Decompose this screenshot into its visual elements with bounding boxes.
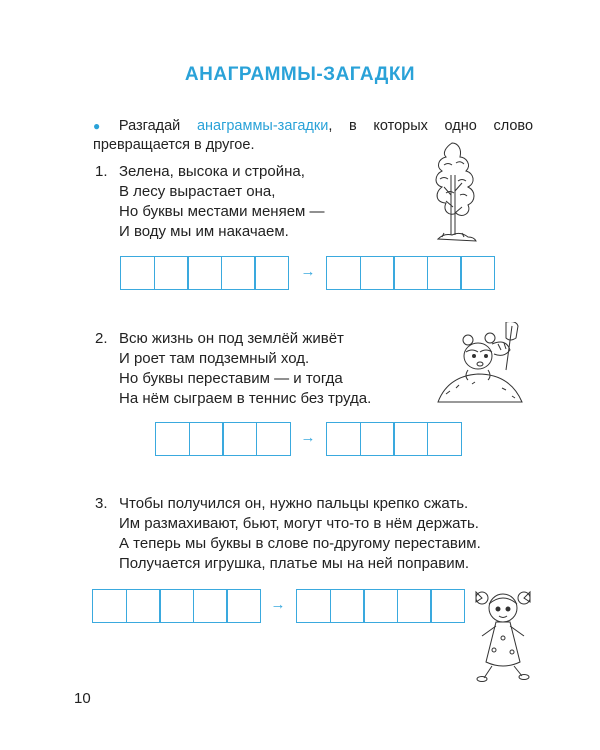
riddle-line: На нём сыграем в теннис без труда. bbox=[119, 390, 372, 407]
letter-cell[interactable] bbox=[189, 422, 224, 456]
instruction-start: Разгадай bbox=[118, 118, 181, 134]
arrow-icon: → bbox=[300, 429, 316, 446]
riddle-line: Получается игрушка, платье мы на ней поправим. bbox=[119, 555, 470, 572]
letter-cell[interactable] bbox=[187, 256, 222, 290]
doll-icon bbox=[466, 582, 540, 682]
riddle-1 bbox=[95, 162, 425, 244]
letter-cell[interactable] bbox=[430, 589, 465, 623]
letter-cell[interactable] bbox=[226, 589, 261, 623]
letter-cell[interactable] bbox=[154, 256, 189, 290]
letter-cell[interactable] bbox=[193, 589, 228, 623]
riddle-line: Им размахивают, бьют, могут что-то в нём держать. bbox=[119, 515, 479, 532]
riddle-line: Всю жизнь он под землёй живёт bbox=[119, 330, 344, 347]
riddle-3 bbox=[95, 494, 540, 576]
riddle-line: Но буквы местами меняем — bbox=[119, 203, 325, 220]
letter-cell[interactable] bbox=[92, 589, 127, 623]
letter-cell[interactable] bbox=[427, 422, 462, 456]
letter-cell[interactable] bbox=[460, 256, 495, 290]
answer-boxes-3-left bbox=[92, 589, 261, 623]
arrow-icon: → bbox=[270, 596, 286, 613]
riddle-line: Но буквы переставим — и тогда bbox=[119, 370, 343, 387]
instruction-end: , в которых одно слово превращается в другое. bbox=[93, 118, 534, 153]
answer-boxes-2-right bbox=[326, 422, 462, 456]
riddle-text bbox=[119, 329, 371, 409]
instruction-highlight: анаграммы-загадки bbox=[196, 118, 329, 134]
answer-boxes-2-left bbox=[155, 422, 291, 456]
riddle-number: 3. bbox=[95, 495, 108, 512]
letter-cell[interactable] bbox=[126, 589, 161, 623]
letter-cell[interactable] bbox=[326, 422, 361, 456]
letter-cell[interactable] bbox=[120, 256, 155, 290]
answer-boxes-1-left bbox=[120, 256, 289, 290]
letter-cell[interactable] bbox=[254, 256, 289, 290]
letter-cell[interactable] bbox=[393, 256, 428, 290]
letter-cell[interactable] bbox=[159, 589, 194, 623]
riddle-line: В лесу вырастает она, bbox=[119, 183, 276, 200]
letter-cell[interactable] bbox=[296, 589, 331, 623]
page-number: 10 bbox=[74, 690, 91, 707]
answer-boxes-1-right bbox=[326, 256, 495, 290]
letter-cell[interactable] bbox=[427, 256, 462, 290]
letter-cell[interactable] bbox=[155, 422, 190, 456]
riddle-number: 2. bbox=[95, 330, 108, 347]
letter-cell[interactable] bbox=[363, 589, 398, 623]
riddle-line: И роет там подземный ход. bbox=[119, 350, 310, 367]
letter-cell[interactable] bbox=[256, 422, 291, 456]
bullet-icon: ● bbox=[93, 119, 113, 133]
riddle-line: Чтобы получился он, нужно пальцы крепко сжать. bbox=[119, 495, 469, 512]
letter-cell[interactable] bbox=[222, 422, 257, 456]
riddle-line: И воду мы им накачаем. bbox=[119, 223, 289, 240]
letter-cell[interactable] bbox=[326, 256, 361, 290]
letter-cell[interactable] bbox=[360, 256, 395, 290]
riddle-text bbox=[119, 162, 325, 242]
letter-cell[interactable] bbox=[397, 589, 432, 623]
page-title: АНАГРАММЫ-ЗАГАДКИ bbox=[184, 64, 416, 85]
letter-cell[interactable] bbox=[393, 422, 428, 456]
letter-cell[interactable] bbox=[360, 422, 395, 456]
letter-cell[interactable] bbox=[330, 589, 365, 623]
arrow-icon: → bbox=[300, 263, 316, 280]
tree-icon bbox=[420, 135, 484, 247]
mole-icon bbox=[432, 322, 528, 406]
riddle-text bbox=[119, 494, 481, 574]
riddle-2 bbox=[95, 329, 425, 411]
letter-cell[interactable] bbox=[221, 256, 256, 290]
riddle-line: А теперь мы буквы в слове по-другому переставим. bbox=[119, 535, 481, 552]
riddle-number: 1. bbox=[95, 163, 108, 180]
riddle-line: Зелена, высока и стройна, bbox=[119, 163, 305, 180]
answer-boxes-3-right bbox=[296, 589, 465, 623]
